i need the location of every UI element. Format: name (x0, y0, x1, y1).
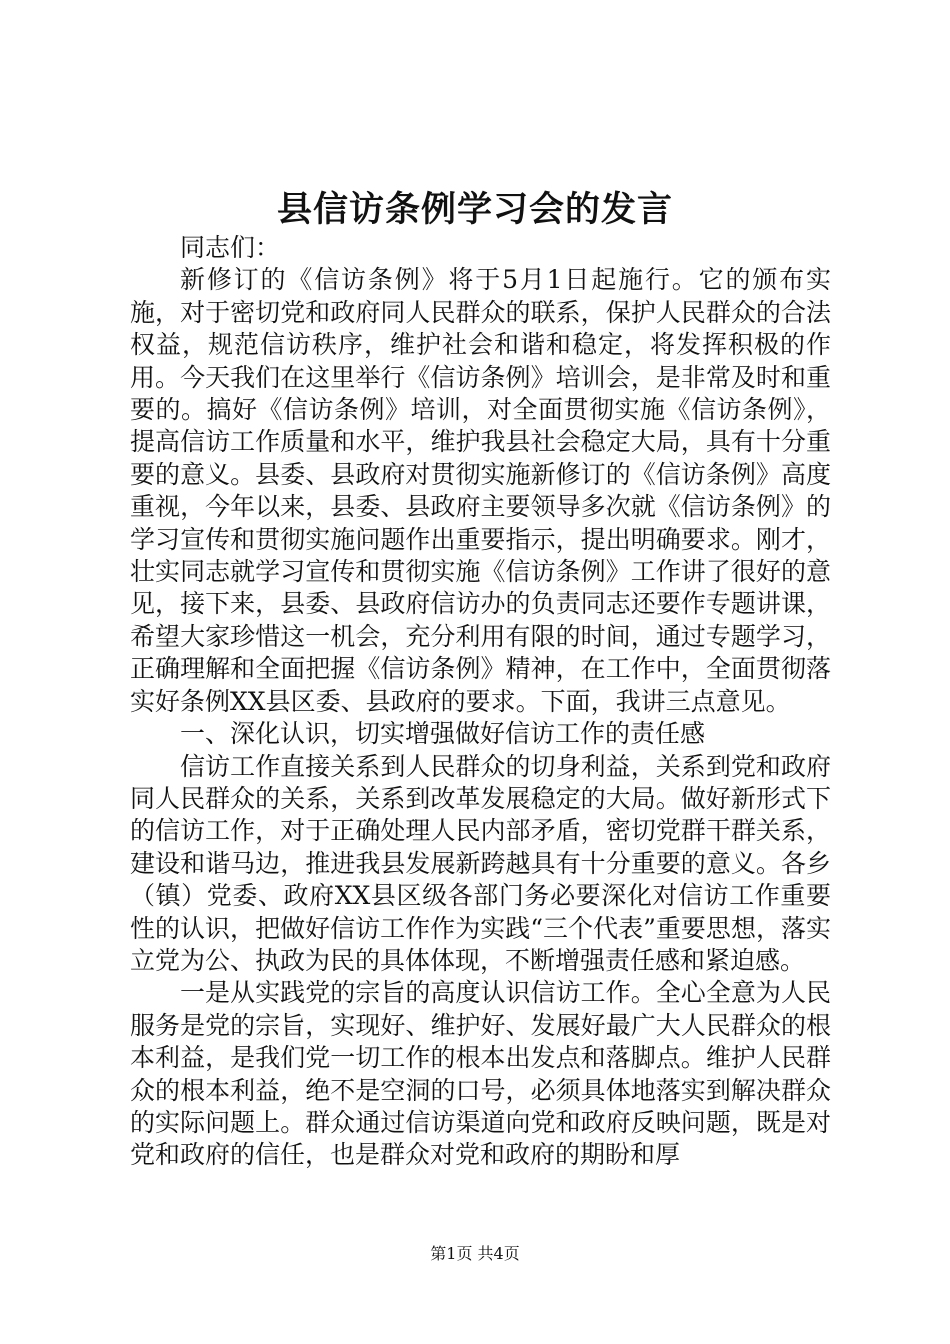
body-paragraph: 一是从实践党的宗旨的高度认识信访工作。全心全意为人民服务是党的宗旨，实现好、维护好、发展好最广大人民群众的根本利益，是我们党一切工作的根本出发点和落脚点。维护人民群众的根本利益，绝不是空洞的口号，必须具体地落实到解决群众的实际问题上。群众通过信访渠道向党和政府反映问题，既是对党和政府的信任，也是群众对党和政府的期盼和厚 (130, 978, 831, 1170)
intro-paragraph: 新修订的《信访条例》将于5月1日起施行。它的颁布实施，对于密切党和政府同人民群众的联系，保护人民群众的合法权益，规范信访秩序，维护社会和谐和稳定，将发挥积极的作用。今天我们在这里举行《信访条例》培训会，是非常及时和重要的。搞好《信访条例》培训，对全面贯彻实施《信访条例》，提高信访工作质量和水平，维护我县社会稳定大局，具有十分重要的意义。县委、县政府对贯彻实施新修订的《信访条例》高度重视，今年以来，县委、县政府主要领导多次就《信访条例》的学习宣传和贯彻实施问题作出重要指示，提出明确要求。刚才，壮实同志就学习宣传和贯彻实施《信访条例》工作讲了很好的意见，接下来，县委、县政府信访办的负责同志还要作专题讲课，希望大家珍惜这一机会，充分利用有限的时间，通过专题学习，正确理解和全面把握《信访条例》精神，在工作中，全面贯彻落实好条例XX县区委、县政府的要求。下面，我讲三点意见。 (130, 265, 831, 716)
section-heading: 一、深化认识，切实增强做好信访工作的责任感 (180, 719, 706, 749)
document-body (130, 232, 831, 1172)
document-title: 县信访条例学习会的发言 (276, 189, 673, 230)
salutation-paragraph: 同志们： (180, 233, 281, 262)
page-footer: 第1页 共4页 (430, 1244, 520, 1263)
body-paragraph: 信访工作直接关系到人民群众的切身利益，关系到党和政府同人民群众的关系，关系到改革发展稳定的大局。做好新形式下的信访工作，对于正确处理人民内部矛盾，密切党群干群关系，建设和谐马边，推进我县发展新跨越具有十分重要的意义。各乡（镇）党委、政府XX县区级各部门务必要深化对信访工作重要性的认识，把做好信访工作作为实践“三个代表”重要思想，落实立党为公、执政为民的具体体现，不断增强责任感和紧迫感。 (130, 751, 831, 975)
